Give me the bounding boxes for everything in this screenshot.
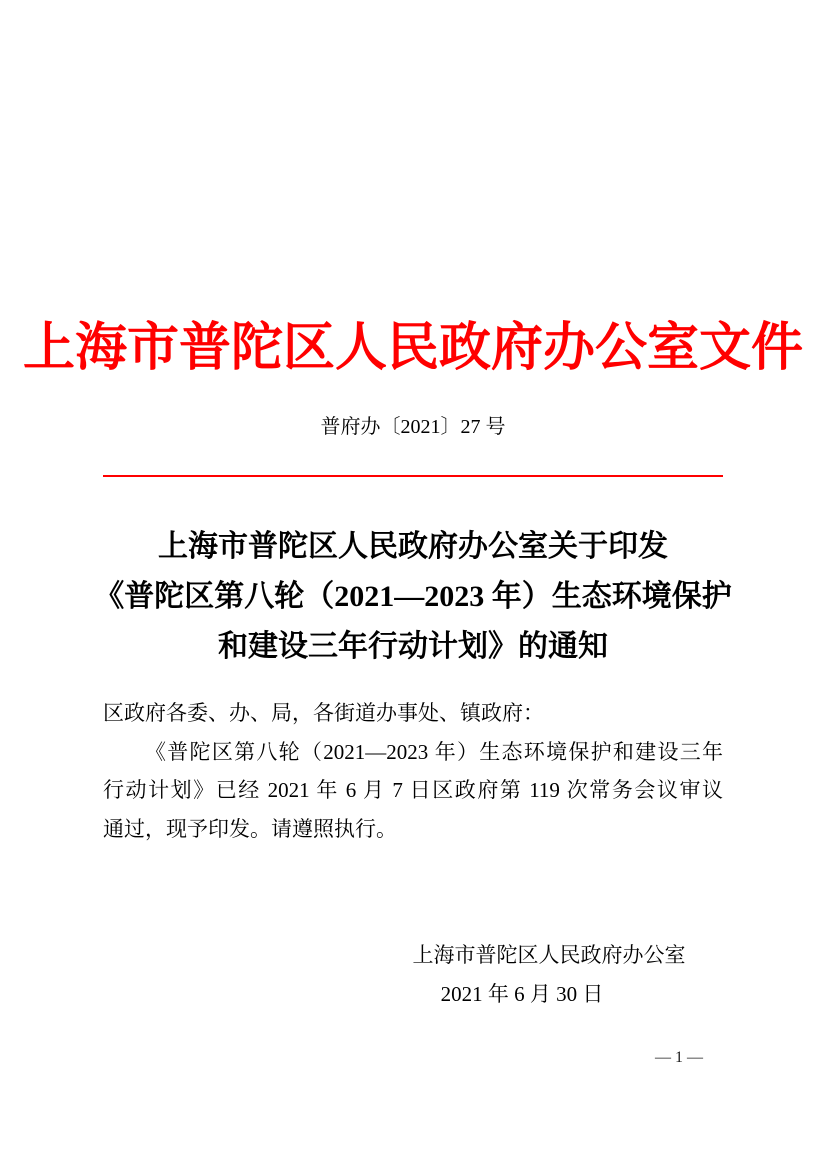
salutation: 区政府各委、办、局，各街道办事处、镇政府： xyxy=(103,701,544,725)
notice-title xyxy=(0,522,826,672)
letterhead-title: 上海市普陀区人民政府办公室文件 xyxy=(22,320,803,377)
issue-date: 2021 年 6 月 30 日 xyxy=(440,981,604,1006)
red-divider-line xyxy=(103,475,723,477)
body-line-3: 通过，现予印发。请遵照执行。 xyxy=(103,816,397,841)
page-number: — 1 — xyxy=(655,1049,703,1066)
notice-title-line-3: 和建设三年行动计划》的通知 xyxy=(218,630,608,663)
signature-block xyxy=(399,936,699,1013)
signer-name: 上海市普陀区人民政府办公室 xyxy=(412,943,686,967)
body-line-1: 《普陀区第八轮（2021—2023 年）生态环境保护和建设三年 xyxy=(145,739,723,764)
notice-title-line-1: 上海市普陀区人民政府办公室关于印发 xyxy=(158,530,668,563)
body-line-2: 行动计划》已经 2021 年 6 月 7 日区政府第 119 次常务会议审议 xyxy=(103,778,723,802)
notice-body xyxy=(103,694,723,848)
document-number: 普府办〔2021〕27 号 xyxy=(320,416,506,438)
notice-title-line-2: 《普陀区第八轮（2021—2023 年）生态环境保护 xyxy=(94,580,732,613)
